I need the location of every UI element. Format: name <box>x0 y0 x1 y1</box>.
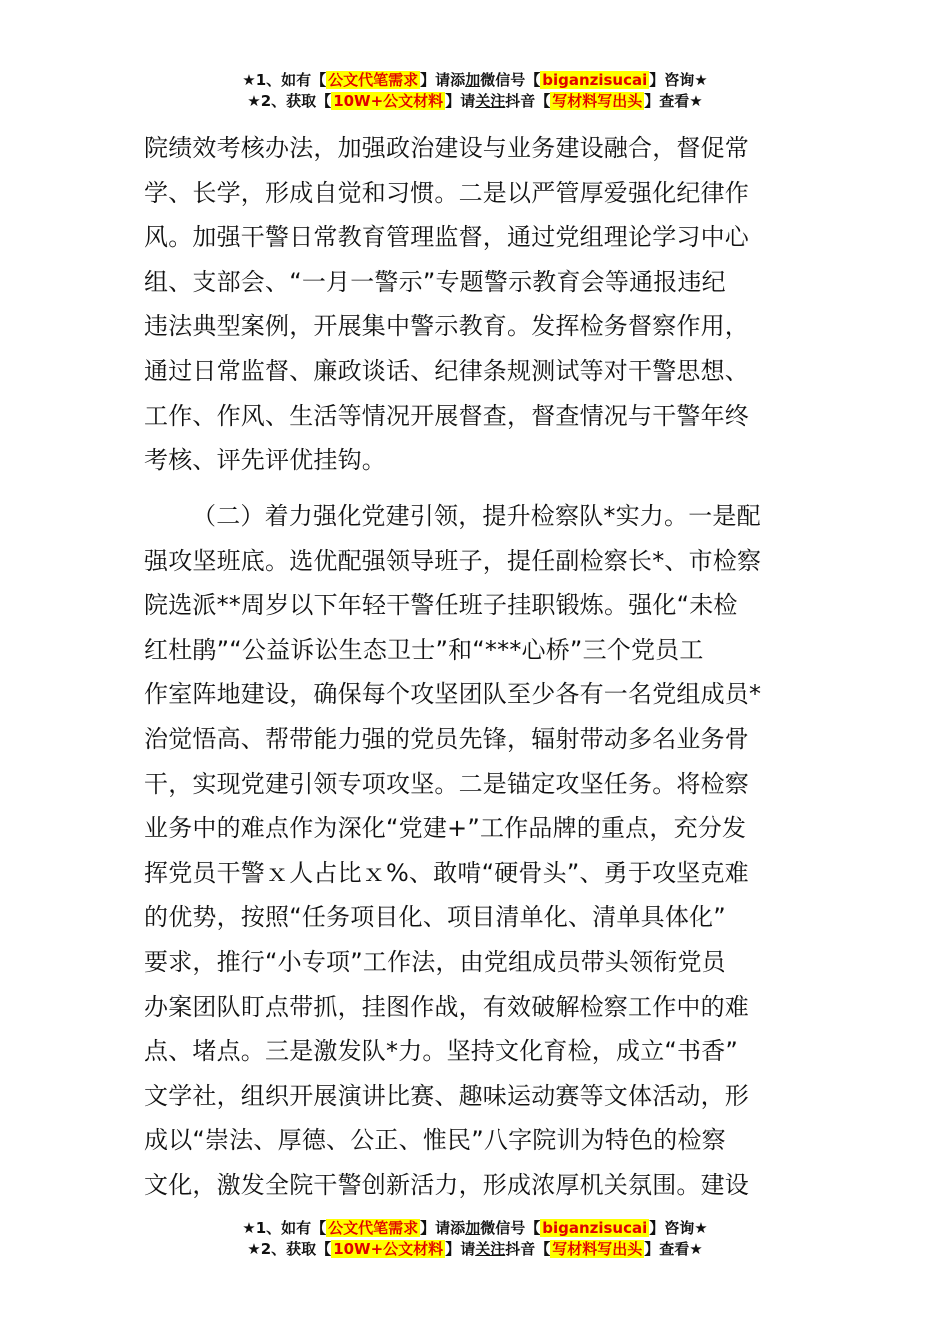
banner-text: ★2、获取【 <box>247 92 332 110</box>
text-line-first: （二）着力强化党建引领，提升检察队*实力。一是配 <box>192 502 761 530</box>
text-line: 违法典型案例，开展集中警示教育。发挥检务督察作用， <box>144 312 749 341</box>
banner-text: 】请 <box>445 1240 476 1258</box>
text-line: 工作、作风、生活等情况开展督查，督查情况与干警年终 <box>144 401 749 430</box>
text-line: 组、支部会、“一月一警示”专题警示教育会等通报违纪 <box>144 267 726 296</box>
banner-text: 加 <box>465 71 481 89</box>
banner-line-2 <box>0 91 950 112</box>
banner-text: 】查看★ <box>644 1240 703 1258</box>
text-line: 治觉悟高、帮带能力强的党员先锋，辐射带动多名业务骨 <box>144 724 749 753</box>
footer-banner <box>0 1218 950 1260</box>
banner-text: 加 <box>465 1219 481 1237</box>
banner-text: 】请添 <box>420 71 466 89</box>
banner-line-2 <box>0 1239 950 1260</box>
banner-text: 抖音【 <box>505 1240 551 1258</box>
banner-text: 抖音【 <box>505 92 551 110</box>
highlight-wechat-id: biganzisucai <box>542 71 648 89</box>
text-line: 风。加强干警日常教育管理监督，通过党组理论学习中心 <box>144 223 749 252</box>
text-line: 考核、评先评优挂钩。 <box>144 446 386 475</box>
highlight-materials: 10W+公文材料 <box>333 92 444 110</box>
highlight-douyin: 写材料写出头 <box>552 92 643 110</box>
text-line: 要求，推行“小专项”工作法，由党组成员带头领衔党员 <box>144 947 726 976</box>
highlight-service: 公文代笔需求 <box>328 1219 419 1237</box>
highlight-wechat-id: biganzisucai <box>542 1219 648 1237</box>
text-line: 点、堵点。三是激发队*力。坚持文化育检，成立“书香” <box>144 1037 739 1066</box>
banner-text: 关注 <box>475 92 506 110</box>
banner-text: ★1、如有【 <box>242 1219 327 1237</box>
banner-text: ★1、如有【 <box>242 71 327 89</box>
text-line: 办案团队盯点带抓，挂图作战，有效破解检察工作中的难 <box>144 992 749 1021</box>
banner-line-1 <box>0 70 950 91</box>
banner-text: 微信号【 <box>480 71 541 89</box>
banner-text: 】请 <box>445 92 476 110</box>
text-line: 通过日常监督、廉政谈话、纪律条规测试等对干警思想、 <box>144 356 749 385</box>
text-line: 业务中的难点作为深化“党建+”工作品牌的重点，充分发 <box>144 814 747 843</box>
text-line: 挥党员干警ｘ人占比ｘ%、敢啃“硬骨头”、勇于攻坚克难 <box>144 858 749 887</box>
text-line: 文化，激发全院干警创新活力，形成浓厚机关氛围。建设 <box>144 1170 749 1199</box>
banner-text: 】查看★ <box>644 92 703 110</box>
highlight-douyin: 写材料写出头 <box>552 1240 643 1258</box>
text-line: 红杜鹃”“公益诉讼生态卫士”和“***心桥”三个党员工 <box>144 635 704 664</box>
text-line: 学、长学，形成自觉和习惯。二是以严管厚爱强化纪律作 <box>144 178 749 207</box>
text-line: 院选派**周岁以下年轻干警任班子挂职锻炼。强化“未检 <box>144 591 738 620</box>
banner-text: ★2、获取【 <box>247 1240 332 1258</box>
text-line: 作室阵地建设，确保每个攻坚团队至少各有一名党组成员* <box>144 680 762 709</box>
text-line: 的优势，按照“任务项目化、项目清单化、清单具体化” <box>144 903 726 932</box>
highlight-materials: 10W+公文材料 <box>333 1240 444 1258</box>
banner-text: 】咨询★ <box>649 71 708 89</box>
header-banner <box>0 70 950 112</box>
highlight-service: 公文代笔需求 <box>328 71 419 89</box>
text-line: 强攻坚班底。选优配强领导班子，提任副检察长*、市检察 <box>144 546 762 575</box>
banner-text: 关注 <box>475 1240 506 1258</box>
banner-line-1 <box>0 1218 950 1239</box>
paragraph-1 <box>144 126 814 483</box>
text-line: 文学社，组织开展演讲比赛、趣味运动赛等文体活动，形 <box>144 1081 749 1110</box>
banner-text: 】咨询★ <box>649 1219 708 1237</box>
paragraph-2 <box>144 494 814 1208</box>
text-line: 院绩效考核办法，加强政治建设与业务建设融合，督促常 <box>144 134 749 162</box>
text-line: 成以“崇法、厚德、公正、惟民”八字院训为特色的检察 <box>144 1126 726 1155</box>
banner-text: 微信号【 <box>480 1219 541 1237</box>
banner-text: 】请添 <box>420 1219 466 1237</box>
text-line: 干，实现党建引领专项攻坚。二是锚定攻坚任务。将检察 <box>144 769 749 798</box>
